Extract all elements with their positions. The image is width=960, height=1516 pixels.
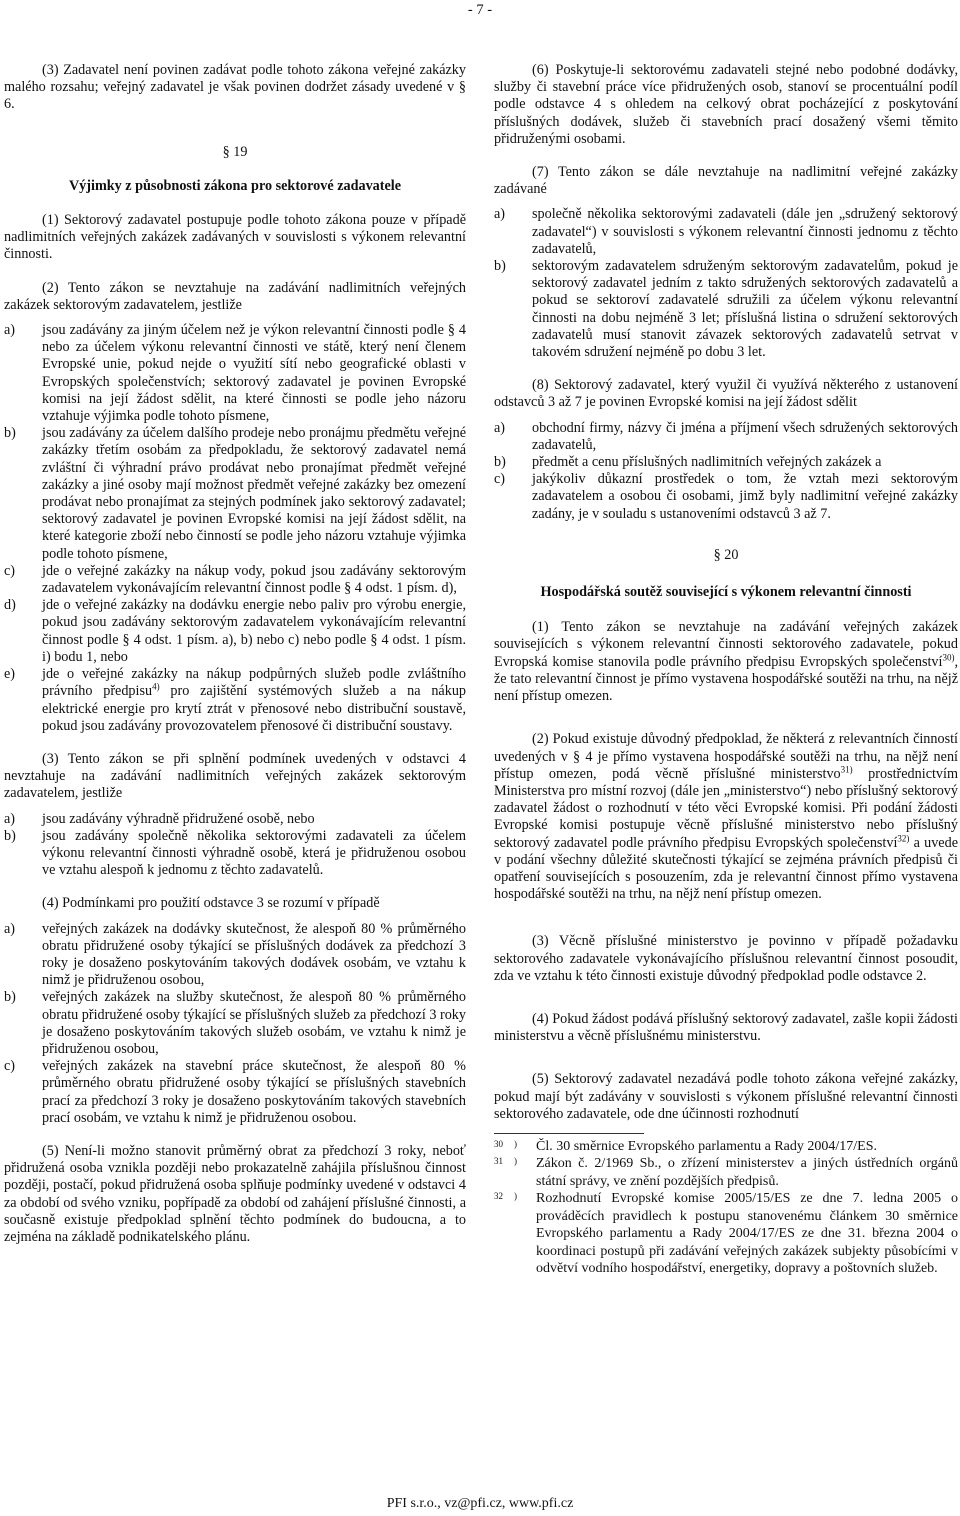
paragraph-3-intro: (3) Tento zákon se při splnění podmínek uvedených v odstavci 4 nevztahuje na zadávání nadlimitních veřejných zakázek sektorovým zadavatelem, jestliže <box>4 750 466 802</box>
paragraph-18-3: (3) Zadavatel není povinen zadávat podle tohoto zákona veřejné zakázky malého rozsahu; veřejný zadavatel je však povinen dodržet zásady uvedené v § 6. <box>4 62 466 113</box>
list-item: a) veřejných zakázek na dodávky skutečnost, že alespoň 80 % průměrného obratu přidružené osoby týkající se příslušných dodávek za předchozí 3 roky je dosaženo poskytováním takových dodávek osobám, ve vztahu k nimž je přidruženou osobou, <box>4 920 466 989</box>
footnote-ref: 31) <box>840 763 853 774</box>
paragraph-7-intro: (7) Tento zákon se dále nevztahuje na nadlimitní veřejné zakázky zadávané <box>494 164 958 198</box>
list-item: b) sektorovým zadavatelem sdruženým sektorovým zadavatelům, pokud je sektorový zadavatel jedním z takto sdružených sektorových zadavatelů a pokud se sektoroví zadavatelé sdružili za účelem výkonu relevantní činnosti na dobu nejméně 3 let; příslušná listina o sdružení sektorových zadavatelů musí stanovit závazek sektorových zadavatelů setrvat v takovém sdružení nejméně po dobu 3 let. <box>494 258 958 361</box>
footnote-ref: 32) <box>897 832 910 843</box>
list-item: a) jsou zadávány za jiným účelem než je výkon relevantní činnosti podle § 4 nebo za účelem výkonu relevantní činnosti ve státě, který není členem Evropské unie, pokud nejde o využití sítí nebo geografické oblasti v Evropských společenstvích; sektorový zadavatel je povinen Evropské komisi na její žádost sdělit, na které činnosti se podle jeho názoru vztahuje výjimka podle tohoto písmene, <box>4 322 466 425</box>
footnote: 31 ) Zákon č. 2/1969 Sb., o zřízení ministerstev a jiných ústředních orgánů státní správy, ve znění pozdějších předpisů. <box>494 1156 958 1189</box>
paragraph-20-5: (5) Sektorový zadavatel nezadává podle tohoto zákona veřejné zakázky, pokud mají být zadávány v souvislosti s výkonem příslušné relevantní činnosti sektorového zadavatele, ode dne účinnosti rozhodnutí <box>494 1071 958 1122</box>
list-item: b) jsou zadávány za účelem dalšího prodeje nebo pronájmu předmětu veřejné zakázky třetím osobám za předpokladu, že sektorový zadavatel nemá zvláštní či výhradní právo prodávat nebo pronajímat předmět veřejné zakázky a jiné osoby mají možnost předmět veřejné zakázky bez omezení prodávat nebo pronajímat za stejných podmínek jako sektorový zadavatel; sektorový zadavatel je povinen Evropské komisi na její žádost sdělit, na které kategorie zboží nebo činností se podle jeho názoru vztahuje výjimka podle tohoto písmene, <box>4 425 466 562</box>
paragraph-6: (6) Poskytuje-li sektorovému zadavateli stejné nebo podobné dodávky, služby či stavební práce více přidružených osob, stanoví se procentuální podíl podle odstavce 4 s ohledem na celkový obrat pocházející z poskytování příslušných dodávek, služeb či stavebních prací dosažený všemi těmito přidruženými osobami. <box>494 62 958 147</box>
paragraph-3-list <box>4 811 466 880</box>
right-column <box>494 62 958 1278</box>
footnote: 30 ) Čl. 30 směrnice Evropského parlamentu a Rady 2004/17/ES. <box>494 1138 877 1154</box>
list-item: c) jde o veřejné zakázky na nákup vody, pokud jsou zadávány sektorovým zadavatelem vykonávajícím relevantní činnost podle § 4 odst. 1 písm. d), <box>4 562 466 597</box>
list-item: d) jde o veřejné zakázky na dodávku energie nebo paliv pro výrobu energie, pokud jsou zadávány sektorovým zadavatelem vykonávajícím relevantní činnost podle § 4 odst. 1 písm. a), b) nebo c) nebo podle § 4 odst. 1 písm. i) bodu 1, nebo <box>4 597 466 665</box>
paragraph-20-4: (4) Pokud žádost podává příslušný sektorový zadavatel, zašle kopii žádosti ministerstvu a věcně příslušnému ministerstvu. <box>494 1010 958 1045</box>
paragraph-4-intro: (4) Podmínkami pro použití odstavce 3 se rozumí v případě <box>42 895 380 912</box>
list-item: b) veřejných zakázek na služby skutečnost, že alespoň 80 % průměrného obratu přidružené osoby týkající se příslušných služeb za předchozí 3 roky je dosaženo poskytováním takových služeb osobám, ve vztahu k nimž je přidruženou osobou, <box>4 989 466 1057</box>
footnotes <box>494 1138 958 1278</box>
paragraph-20-3: (3) Věcně příslušné ministerstvo je povinno v případě požadavku sektorového zadavatele vykonávajícího příslušnou relevantní činnost posoudit, zda ve vztahu k této činnosti existuje důvodný předpoklad podle odstavce 2. <box>494 933 958 984</box>
footnote-separator <box>494 1133 644 1134</box>
list-item: e) jde o veřejné zakázky na nákup podpůrných služeb podle zvláštního právního předpisu$^{4)}$ pro zajištění systémových služeb a na nákup elektrické energie pro krytí ztrát v přenosové nebo distribuční soustavě, pokud jsou zadávány provozovatelem přenosové či distribuční soustavy. <box>4 666 467 734</box>
footnote: 32 ) Rozhodnutí Evropské komise 2005/15/ES ze dne 7. ledna 2005 o prováděcích pravidlech k postupu stanovenému článkem 30 směrnice Evropského parlamentu a Rady 2004/17/ES ze dne 31. března 2004 o koordinaci postupů při zadávání veřejných zakázek subjekty působícími v odvětví vodního hospodářství, energetiky, dopravy a poštovních služeb. <box>494 1191 958 1277</box>
list-item: a) jsou zadávány výhradně přidružené osobě, nebo <box>4 810 315 827</box>
footnote-ref: 30) <box>942 651 955 662</box>
page-number: - 7 - <box>467 2 493 18</box>
paragraph-8-list <box>494 420 958 523</box>
paragraph-20-1: (1) Tento zákon se nevztahuje na zadávání veřejných zakázek souvisejících s výkonem relevantní činnosti sektorového zadavatele, pokud Evropská komise stanovila podle právního předpisu Evropských společenství$^{30)}$, že tato relevantní činnost je přímo vystavena hospodářské soutěži na trhu, na nějž není přístup omezen. <box>494 619 958 705</box>
list-item: c) veřejných zakázek na stavební práce skutečnost, že alespoň 80 % průměrného obratu přidružené osoby týkající se příslušných stavebních prací za předchozí 3 roky je dosaženo poskytováním takových stavebních prací osobám, ve vztahu k nimž je přidruženou osobou. <box>4 1058 466 1126</box>
paragraph-8-intro: (8) Sektorový zadavatel, který využil či využívá některého z ustanovení odstavců 3 až 7 je povinen Evropské komisi na její žádost sdělit <box>494 377 958 411</box>
paragraph-2-list <box>4 322 466 735</box>
paragraph-4-list <box>4 921 466 1127</box>
list-item: b) jsou zadávány společně několika sektorovými zadavateli za účelem výkonu relevantní činnosti výhradně osobě, která je přidruženou osobou ve vztahu alespoň k jednomu z těchto zadavatelů. <box>4 827 466 879</box>
left-column <box>4 62 466 1246</box>
section-title: Výjimky z působnosti zákona pro sektorové zadavatele <box>68 177 402 194</box>
paragraph-1: (1) Sektorový zadavatel postupuje podle tohoto zákona pouze v případě nadlimitních veřejných zakázek zadávaných v souvislosti s výkonem relevantní činnosti. <box>4 212 466 263</box>
section-number: § 20 <box>713 546 739 563</box>
list-item: a) společně několika sektorovými zadavateli (dále jen „sdružený sektorový zadavatel“) v souvislosti s výkonem relevantní činnosti jednomu z těchto zadavatelů, <box>494 206 958 257</box>
paragraph-20-2: (2) Pokud existuje důvodný předpoklad, že některá z relevantních činností uvedených v § 4 je přímo vystavena hospodářské soutěži na trhu, na nějž není přístup omezen, podá věcně příslušné ministerstvo$^{31)}$ prostřednictvím Ministerstva pro místní rozvoj (dále jen „ministerstvo“) nebo příslušný sektorový zadavatel žádost o rozhodnutí v této věci Evropské komisi. Při podání žádosti Evropské komisi postupuje věcně příslušné ministerstvo nebo příslušný sektorový zadavatel podle právního předpisu Evropských společenství$^{32)}$ a uvede v podání všechny důležité skutečnosti týkající se zejména právních předpisů či opatření souvisejících s posouzením, zda je relevantní činnost přímo vystavena hospodářské soutěži na trhu, na nějž není přístup omezen. <box>494 731 958 903</box>
paragraph-7-list <box>494 206 958 361</box>
page-footer: PFI s.r.o., vz@pfi.cz, www.pfi.cz <box>386 1496 574 1511</box>
list-item: c) jakýkoliv důkazní prostředek o tom, že vztah mezi sektorovým zadavatelem a osobou či osobami, jimž byly nadlimitní veřejné zakázky zadány, je v souladu s ustanoveními odstavců 3 až 7. <box>494 471 958 522</box>
paragraph-5: (5) Není-li možno stanovit průměrný obrat za předchozí 3 roky, neboť přidružená osoba vznikla později nebo prokazatelně zahájila příslušnou činnost později, postačí, pokud přidružená osoba splňuje podmínky uvedené v odstavci 4 za období od svého vzniku, popřípadě za období od zahájení příslušné činnosti, a současně existuje předpoklad splnění těchto podmínek do budoucna, a to zejména na základě podnikatelského plánu. <box>4 1142 466 1245</box>
section-title: Hospodářská soutěž související s výkonem relevantní činnosti <box>540 584 912 601</box>
list-item: a) obchodní firmy, názvy či jména a příjmení všech sdružených sektorových zadavatelů, <box>494 419 958 453</box>
section-number: § 19 <box>222 143 248 160</box>
footnote-ref: 4) <box>152 681 160 692</box>
list-item: b) předmět a cenu příslušných nadlimitních veřejných zakázek a <box>494 454 882 471</box>
paragraph-2-intro: (2) Tento zákon se nevztahuje na zadávání nadlimitních veřejných zakázek sektorovým zadavatelem, jestliže <box>4 279 466 313</box>
